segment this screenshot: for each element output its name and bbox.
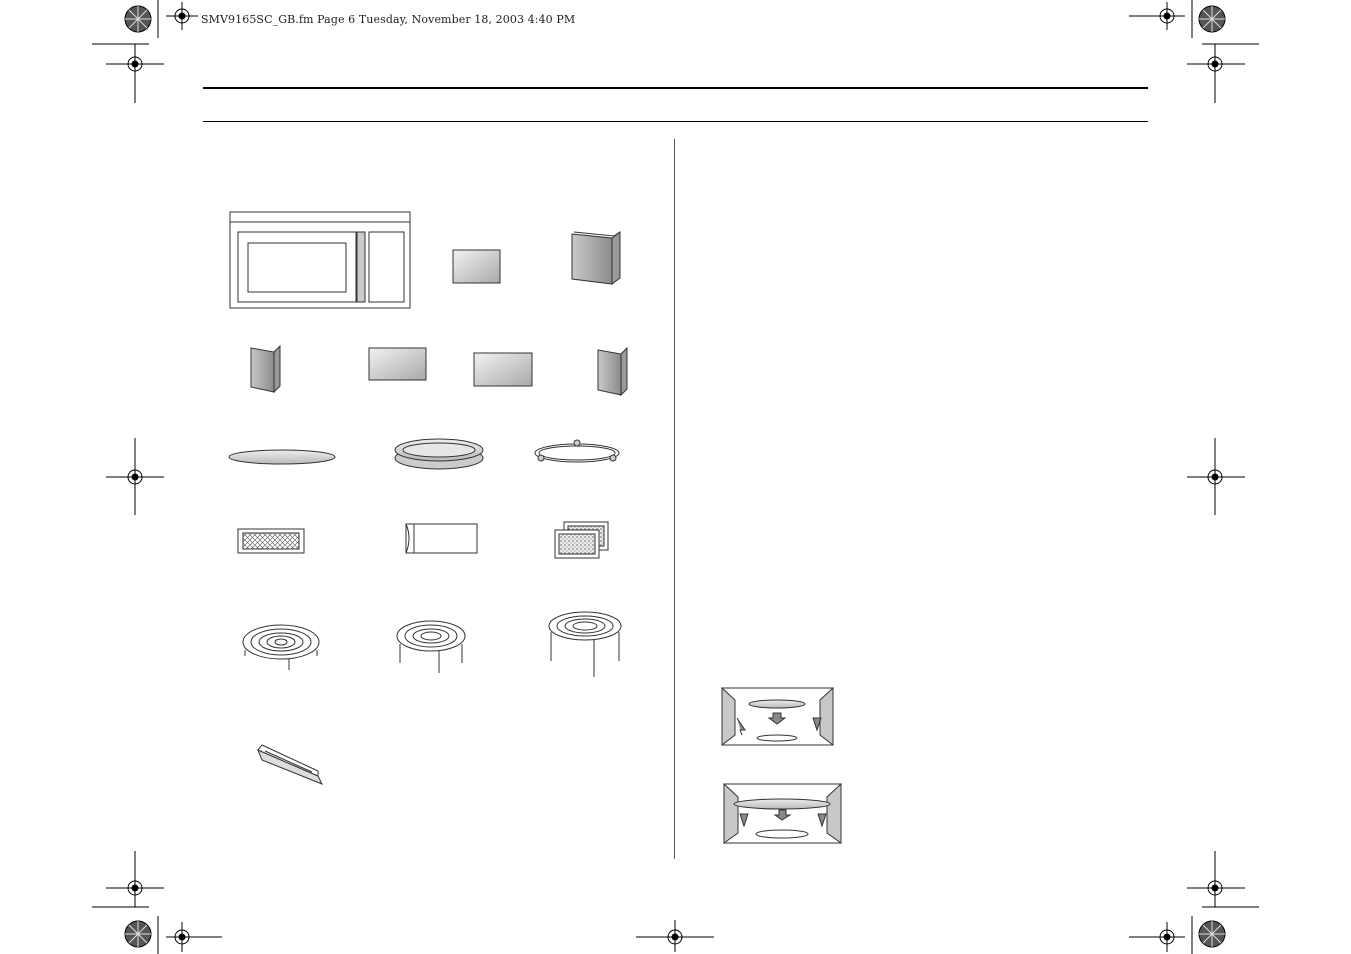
tray-installation-diagram bbox=[722, 688, 833, 745]
starburst-mark bbox=[1199, 921, 1225, 947]
registration-marks bbox=[92, 0, 1259, 954]
cooking-tray-illustration bbox=[395, 439, 483, 469]
small-booklet-illustration bbox=[251, 346, 280, 392]
crosshair-mark bbox=[1129, 922, 1185, 952]
manual-booklet-illustration bbox=[572, 232, 620, 284]
high-rack-illustration bbox=[549, 612, 621, 677]
tray-installation-diagram bbox=[724, 784, 841, 843]
starburst-mark bbox=[125, 6, 151, 32]
crosshair-mark bbox=[1187, 438, 1245, 515]
low-rack-illustration bbox=[243, 625, 319, 670]
crosshair-mark bbox=[636, 920, 714, 952]
card-illustration bbox=[369, 348, 426, 380]
starburst-mark bbox=[125, 921, 151, 947]
crosshair-mark bbox=[166, 922, 222, 952]
crosshair-mark bbox=[106, 438, 164, 515]
microwave-oven-illustration bbox=[230, 212, 410, 308]
crosshair-mark bbox=[106, 44, 164, 103]
damper-illustration bbox=[258, 745, 322, 784]
starburst-mark bbox=[1199, 6, 1225, 32]
crosshair-mark bbox=[1187, 851, 1245, 907]
grease-filter-illustration bbox=[238, 529, 304, 553]
crosshair-mark bbox=[106, 851, 164, 907]
small-booklet-illustration bbox=[598, 348, 627, 395]
charcoal-filters-illustration bbox=[555, 522, 608, 558]
file-info-header: SMV9165SC_GB.fm Page 6 Tuesday, November 18, 2003 4:40 PM bbox=[201, 13, 576, 26]
card-illustration bbox=[453, 250, 500, 283]
card-illustration bbox=[474, 353, 532, 386]
exhaust-duct-illustration bbox=[406, 524, 477, 553]
glass-tray-illustration bbox=[229, 450, 335, 464]
middle-rack-illustration bbox=[397, 621, 465, 673]
roller-ring-illustration bbox=[535, 440, 619, 462]
crosshair-mark bbox=[1187, 44, 1245, 103]
crosshair-mark bbox=[166, 2, 198, 30]
crosshair-mark bbox=[1129, 2, 1185, 30]
